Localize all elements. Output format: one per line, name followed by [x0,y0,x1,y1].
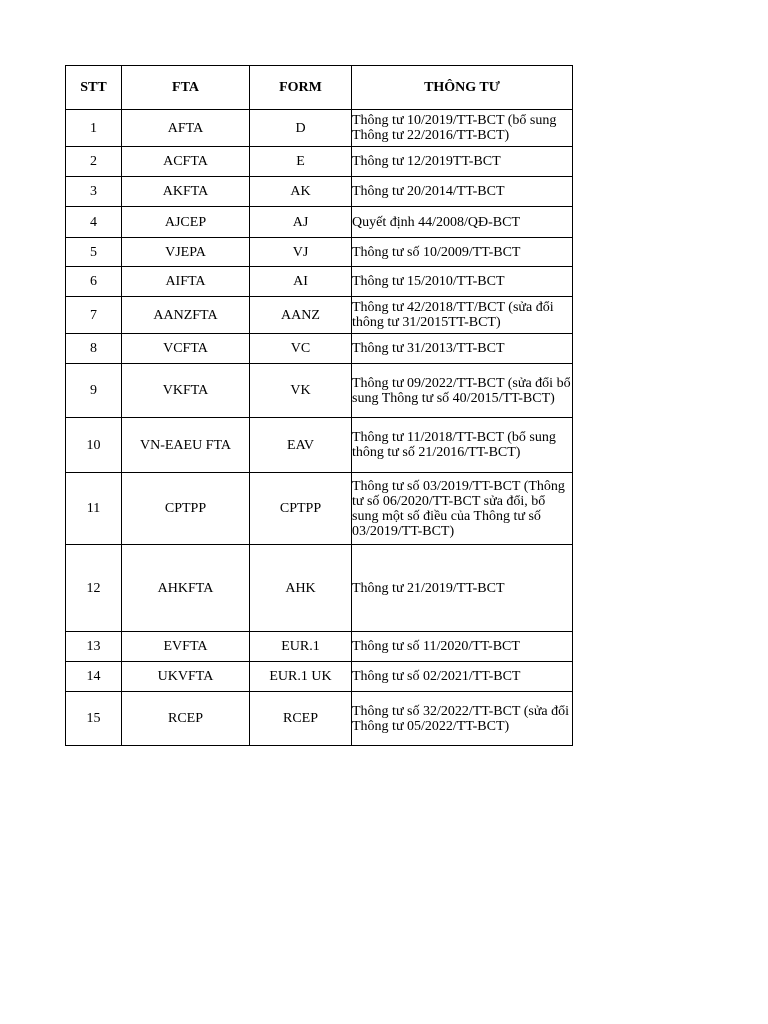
cell-fta: ACFTA [122,147,250,177]
table-row [66,297,573,334]
cell-fta: VN-EAEU FTA [122,418,250,473]
cell-form: E [250,147,352,177]
table-row [66,692,573,746]
cell-form: AK [250,177,352,207]
cell-fta: AFTA [122,110,250,147]
header-thong-tu: THÔNG TƯ [352,66,573,110]
cell-stt: 6 [66,267,122,297]
cell-fta: VKFTA [122,364,250,418]
cell-law: Thông tư 11/2018/TT-BCT (bổ sung thông tư số 21/2016/TT-BCT) [352,418,573,473]
table-row [66,418,573,473]
cell-law: Thông tư 15/2010/TT-BCT [352,267,573,297]
table-row [66,238,573,267]
cell-stt: 3 [66,177,122,207]
cell-law: Thông tư số 32/2022/TT-BCT (sửa đổi Thông tư 05/2022/TT-BCT) [352,692,573,746]
cell-law: Thông tư số 10/2009/TT-BCT [352,238,573,267]
table-row [66,267,573,297]
header-fta: FTA [122,66,250,110]
header-form: FORM [250,66,352,110]
cell-form: AANZ [250,297,352,334]
cell-law: Thông tư 10/2019/TT-BCT (bổ sung Thông tư 22/2016/TT-BCT) [352,110,573,147]
cell-stt: 7 [66,297,122,334]
cell-stt: 13 [66,632,122,662]
table-row [66,207,573,238]
cell-fta: UKVFTA [122,662,250,692]
table-row [66,473,573,545]
cell-fta: EVFTA [122,632,250,662]
cell-stt: 11 [66,473,122,545]
cell-fta: AKFTA [122,177,250,207]
cell-stt: 12 [66,545,122,632]
cell-stt: 1 [66,110,122,147]
cell-form: AJ [250,207,352,238]
cell-form: VJ [250,238,352,267]
cell-fta: VJEPA [122,238,250,267]
table-header-row [66,66,573,110]
fta-table [65,65,573,746]
table-row [66,632,573,662]
cell-form: RCEP [250,692,352,746]
cell-stt: 9 [66,364,122,418]
cell-form: EAV [250,418,352,473]
cell-form: EUR.1 [250,632,352,662]
cell-law: Thông tư số 03/2019/TT-BCT (Thông tư số 06/2020/TT-BCT sửa đổi, bổ sung một số điều của Thông tư số 03/2019/TT-BCT) [352,473,573,545]
cell-form: EUR.1 UK [250,662,352,692]
cell-form: AI [250,267,352,297]
cell-fta: RCEP [122,692,250,746]
table-row [66,545,573,632]
cell-fta: AANZFTA [122,297,250,334]
cell-law: Thông tư 21/2019/TT-BCT [352,545,573,632]
cell-form: D [250,110,352,147]
table-row [66,177,573,207]
cell-fta: CPTPP [122,473,250,545]
table-row [66,110,573,147]
cell-stt: 10 [66,418,122,473]
cell-stt: 4 [66,207,122,238]
cell-fta: AHKFTA [122,545,250,632]
cell-law: Thông tư số 02/2021/TT-BCT [352,662,573,692]
table-row [66,334,573,364]
cell-form: VC [250,334,352,364]
table-row [66,147,573,177]
cell-stt: 14 [66,662,122,692]
cell-stt: 15 [66,692,122,746]
cell-law: Thông tư 09/2022/TT-BCT (sửa đổi bổ sung Thông tư số 40/2015/TT-BCT) [352,364,573,418]
cell-law: Thông tư 20/2014/TT-BCT [352,177,573,207]
table-row [66,662,573,692]
header-stt: STT [66,66,122,110]
cell-stt: 5 [66,238,122,267]
cell-stt: 2 [66,147,122,177]
cell-form: CPTPP [250,473,352,545]
cell-stt: 8 [66,334,122,364]
cell-form: AHK [250,545,352,632]
cell-law: Thông tư 31/2013/TT-BCT [352,334,573,364]
cell-law: Quyết định 44/2008/QĐ-BCT [352,207,573,238]
cell-fta: AJCEP [122,207,250,238]
cell-law: Thông tư 42/2018/TT/BCT (sửa đổi thông tư 31/2015TT-BCT) [352,297,573,334]
cell-fta: AIFTA [122,267,250,297]
cell-law: Thông tư 12/2019TT-BCT [352,147,573,177]
cell-law: Thông tư số 11/2020/TT-BCT [352,632,573,662]
table-row [66,364,573,418]
cell-fta: VCFTA [122,334,250,364]
cell-form: VK [250,364,352,418]
